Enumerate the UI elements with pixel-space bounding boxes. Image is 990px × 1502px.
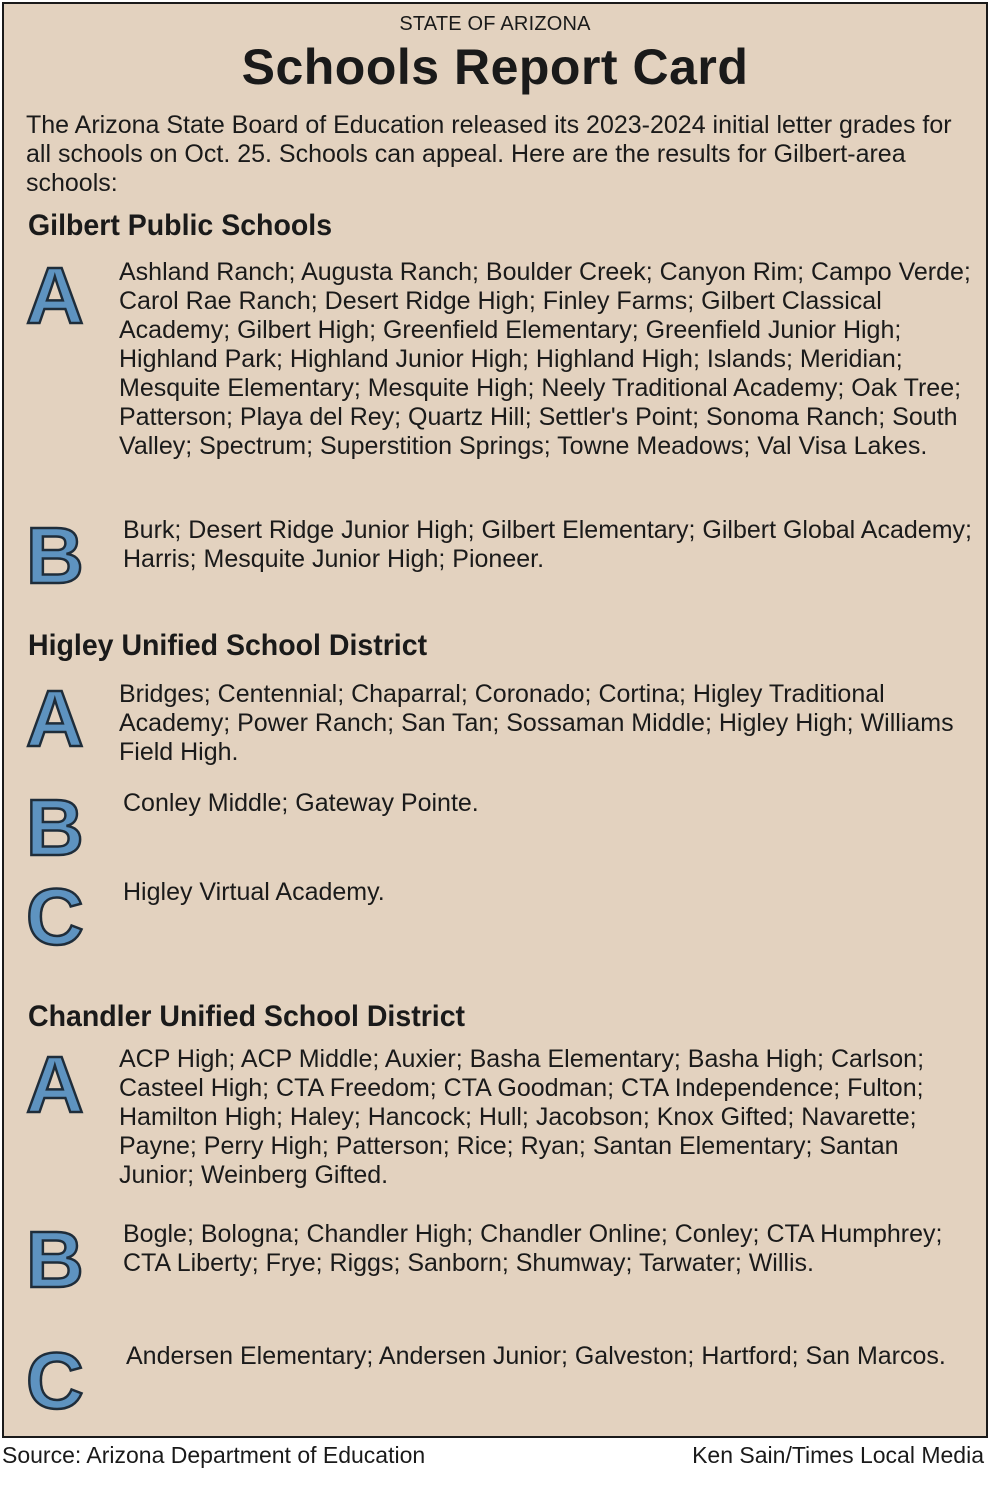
school-list: Andersen Elementary; Andersen Junior; Galveston; Hartford; San Marcos.: [126, 1342, 946, 1370]
school-list: Ashland Ranch; Augusta Ranch; Boulder Creek; Canyon Rim; Campo Verde; Carol Rae Ranch; Desert Ridge High; Finley Farms; Gilbert Classical Academy; Gilbert High; Greenfield Elementary; Greenfield Junior High; Highland Park; Highland Junior High; Highland High; Islands; Meridian; Mesquite Elementary; Mesquite High; Neely Traditional Academy; Oak Tree; Patterson; Playa del Rey; Quartz Hill; Settler's Point; Sonoma Ranch; South Valley; Spectrum; Superstition Springs; Towne Meadows; Val Visa Lakes.: [119, 258, 971, 460]
school-list: Burk; Desert Ridge Junior High; Gilbert Elementary; Gilbert Global Academy; Harris; Mesquite Junior High; Pioneer.: [123, 516, 972, 573]
school-list: Conley Middle; Gateway Pointe.: [123, 789, 479, 817]
intro-text: The Arizona State Board of Education released its 2023-2024 initial letter grades for all schools on Oct. 25. Schools can appeal. Here are the results for Gilbert-area schools:: [26, 111, 952, 197]
grade-letter-a: A: [26, 674, 84, 763]
district-title-chandler: Chandler Unified School District: [28, 1000, 466, 1033]
school-list: Bridges; Centennial; Chaparral; Coronado; Cortina; Higley Traditional Academy; Power Ranch; San Tan; Sossaman Middle; Higley High; Williams Field High.: [119, 680, 954, 766]
grade-letter-c: C: [26, 1336, 84, 1425]
district-title-gilbert: Gilbert Public Schools: [28, 209, 333, 242]
grade-letter-b: B: [26, 783, 84, 872]
grade-letter-c: C: [26, 872, 84, 961]
grade-letter-a: A: [26, 251, 84, 340]
district-title-higley: Higley Unified School District: [28, 629, 428, 662]
grade-letter-b: B: [26, 511, 84, 600]
report-card-panel: [2, 2, 988, 1438]
author-credit: Ken Sain/Times Local Media: [692, 1442, 984, 1468]
school-list: Higley Virtual Academy.: [123, 878, 385, 906]
school-list: Bogle; Bologna; Chandler High; Chandler Online; Conley; CTA Humphrey; CTA Liberty; Frye; Riggs; Sanborn; Shumway; Tarwater; Willis.: [123, 1220, 943, 1277]
page-title: Schools Report Card: [241, 39, 749, 95]
grade-letter-b: B: [26, 1215, 84, 1304]
grade-letter-a: A: [26, 1040, 84, 1129]
source-credit: Source: Arizona Department of Education: [2, 1442, 426, 1468]
kicker: STATE OF ARIZONA: [399, 13, 591, 35]
school-list: ACP High; ACP Middle; Auxier; Basha Elementary; Basha High; Carlson; Casteel High; CTA Freedom; CTA Goodman; CTA Independence; Fulton; Hamilton High; Haley; Hancock; Hull; Jacobson; Knox Gifted; Navarette; Payne; Perry High; Patterson; Rice; Ryan; Santan Elementary; Santan Junior; Weinberg Gifted.: [119, 1045, 925, 1189]
